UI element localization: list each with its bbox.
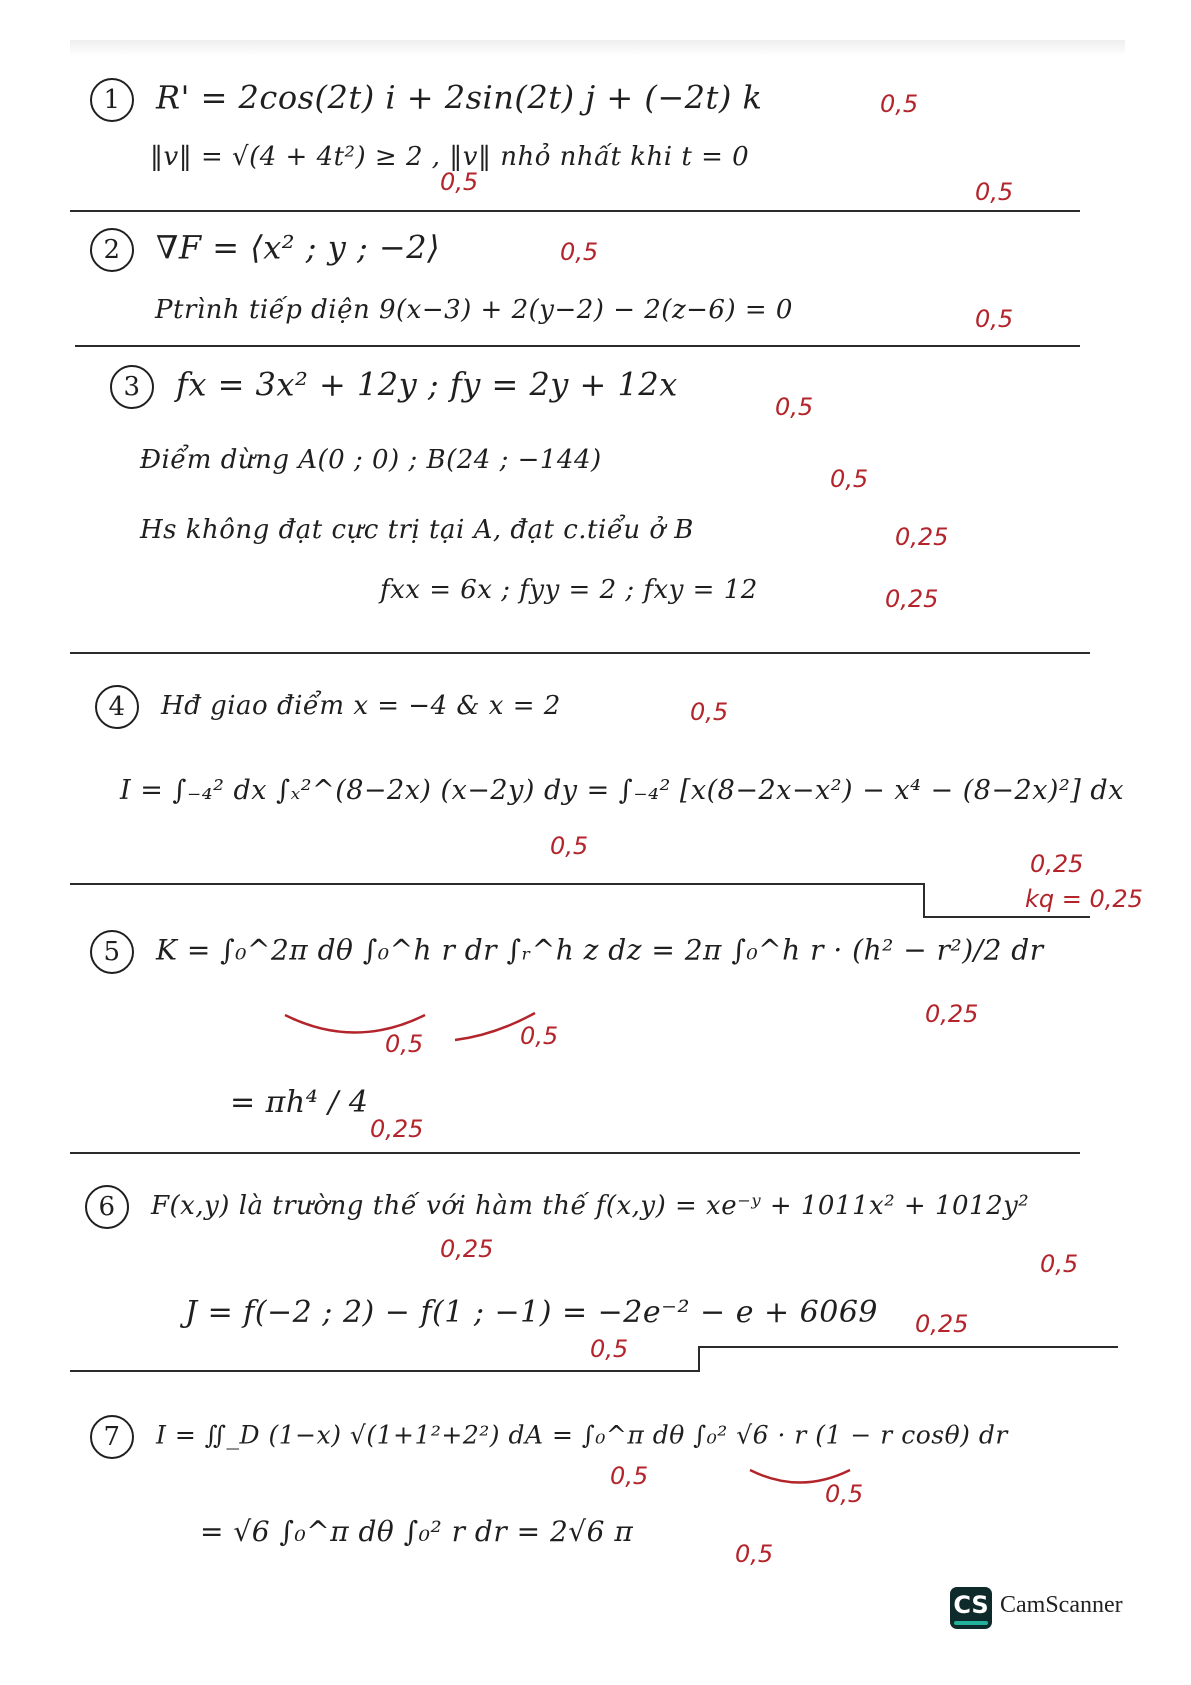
q5-score-c: 0,25 bbox=[925, 1000, 979, 1028]
q1-number: 1 bbox=[90, 78, 134, 122]
q5-score-b: 0,5 bbox=[520, 1022, 559, 1050]
q3-line1-text: fx = 3x² + 12y ; fy = 2y + 12x bbox=[176, 365, 678, 404]
q4-line2-text: I = ∫₋₄² dx ∫ₓ²^(8−2x) (x−2y) dy = ∫₋₄² [x(8−2x−x²) − x⁴ − (8−2x)²] dx bbox=[120, 775, 1124, 806]
q1-line1 bbox=[90, 78, 762, 122]
q7-line1 bbox=[90, 1415, 1008, 1459]
q1-line2-score-a: 0,5 bbox=[440, 168, 479, 196]
q6-line1-score-b: 0,5 bbox=[1040, 1250, 1079, 1278]
q7-line1-score-b: 0,5 bbox=[825, 1480, 864, 1508]
q6-number: 6 bbox=[85, 1185, 129, 1229]
q6-line1-score-a: 0,25 bbox=[440, 1235, 494, 1263]
q5-score-a: 0,5 bbox=[385, 1030, 424, 1058]
q3-line3-text: Hs không đạt cực trị tại A, đạt c.tiểu ở B bbox=[140, 515, 694, 545]
camscanner-name: CamScanner bbox=[1000, 1592, 1123, 1618]
q3-line1-score: 0,5 bbox=[775, 393, 814, 421]
q5-line1 bbox=[90, 930, 1044, 974]
divider-2 bbox=[75, 345, 1080, 347]
divider-5 bbox=[70, 1152, 1080, 1154]
q5-line1-text: K = ∫₀^2π dθ ∫₀^h r dr ∫ᵣ^h z dz = 2π ∫₀^h r · (h² − r²)/2 dr bbox=[156, 933, 1044, 967]
q4-line2-score-b: 0,25 bbox=[1030, 850, 1084, 878]
divider-6-tail bbox=[698, 1346, 1118, 1348]
q6-line2-text: J = f(−2 ; 2) − f(1 ; −1) = −2e⁻² − e + 6069 bbox=[185, 1295, 879, 1330]
camscanner-logo-icon: CS bbox=[950, 1587, 992, 1629]
q3-line2-score: 0,5 bbox=[830, 465, 869, 493]
divider-1 bbox=[70, 210, 1080, 212]
scan-top-edge bbox=[70, 40, 1125, 56]
q5-line2-score: 0,25 bbox=[370, 1115, 424, 1143]
q4-line1-score: 0,5 bbox=[690, 698, 729, 726]
q7-line1-text: I = ∬_D (1−x) √(1+1²+2²) dA = ∫₀^π dθ ∫₀² √6 · r (1 − r cosθ) dr bbox=[156, 1420, 1008, 1450]
q4-line2-score-a: 0,5 bbox=[550, 832, 589, 860]
divider-6 bbox=[70, 1370, 700, 1372]
q2-line1-score: 0,5 bbox=[560, 238, 599, 266]
q4-line1-text: Hđ giao điểm x = −4 & x = 2 bbox=[161, 691, 561, 721]
q5-number: 5 bbox=[90, 930, 134, 974]
q7-line2-score: 0,5 bbox=[735, 1540, 774, 1568]
divider-4-step bbox=[923, 883, 925, 918]
q3-line4-text: fxx = 6x ; fyy = 2 ; fxy = 12 bbox=[380, 575, 758, 605]
q4-kq: kq = 0,25 bbox=[1025, 885, 1143, 913]
q6-line2-score-a: 0,5 bbox=[590, 1335, 629, 1363]
divider-3 bbox=[70, 652, 1090, 654]
divider-4-tail bbox=[923, 916, 1090, 918]
q4-line1 bbox=[95, 685, 561, 729]
q6-line2-score-b: 0,25 bbox=[915, 1310, 969, 1338]
q2-line2-text: Ptrình tiếp diện 9(x−3) + 2(y−2) − 2(z−6) = 0 bbox=[155, 295, 793, 325]
q7-number: 7 bbox=[90, 1415, 134, 1459]
q2-line2-score: 0,5 bbox=[975, 305, 1014, 333]
q7-line2-text: = √6 ∫₀^π dθ ∫₀² r dr = 2√6 π bbox=[200, 1515, 634, 1548]
q5-line2-text: = πh⁴ / 4 bbox=[230, 1085, 369, 1120]
q6-line1-text: F(x,y) là trường thế với hàm thế f(x,y) = xe⁻ʸ + 1011x² + 1012y² bbox=[151, 1191, 1030, 1221]
q3-line3-score: 0,25 bbox=[895, 523, 949, 551]
q6-line1 bbox=[85, 1185, 1029, 1229]
q3-line2-text: Điểm dừng A(0 ; 0) ; B(24 ; −144) bbox=[140, 445, 602, 475]
q1-line2-text: ‖v‖ = √(4 + 4t²) ≥ 2 , ‖v‖ nhỏ nhất khi t = 0 bbox=[150, 142, 750, 172]
q1-line1-score: 0,5 bbox=[880, 90, 919, 118]
q2-line1 bbox=[90, 228, 440, 272]
q1-line1-text: R' = 2cos(2t) i + 2sin(2t) j + (−2t) k bbox=[156, 78, 763, 117]
q2-line1-text: ∇F = ⟨x² ; y ; −2⟩ bbox=[156, 228, 441, 267]
divider-6-step bbox=[698, 1346, 700, 1372]
q4-number: 4 bbox=[95, 685, 139, 729]
q3-line1 bbox=[110, 365, 678, 409]
divider-4 bbox=[70, 883, 925, 885]
q1-line2-score-b: 0,5 bbox=[975, 178, 1014, 206]
q2-number: 2 bbox=[90, 228, 134, 272]
q7-line1-score-a: 0,5 bbox=[610, 1462, 649, 1490]
q3-number: 3 bbox=[110, 365, 154, 409]
q3-line4-score: 0,25 bbox=[885, 585, 939, 613]
